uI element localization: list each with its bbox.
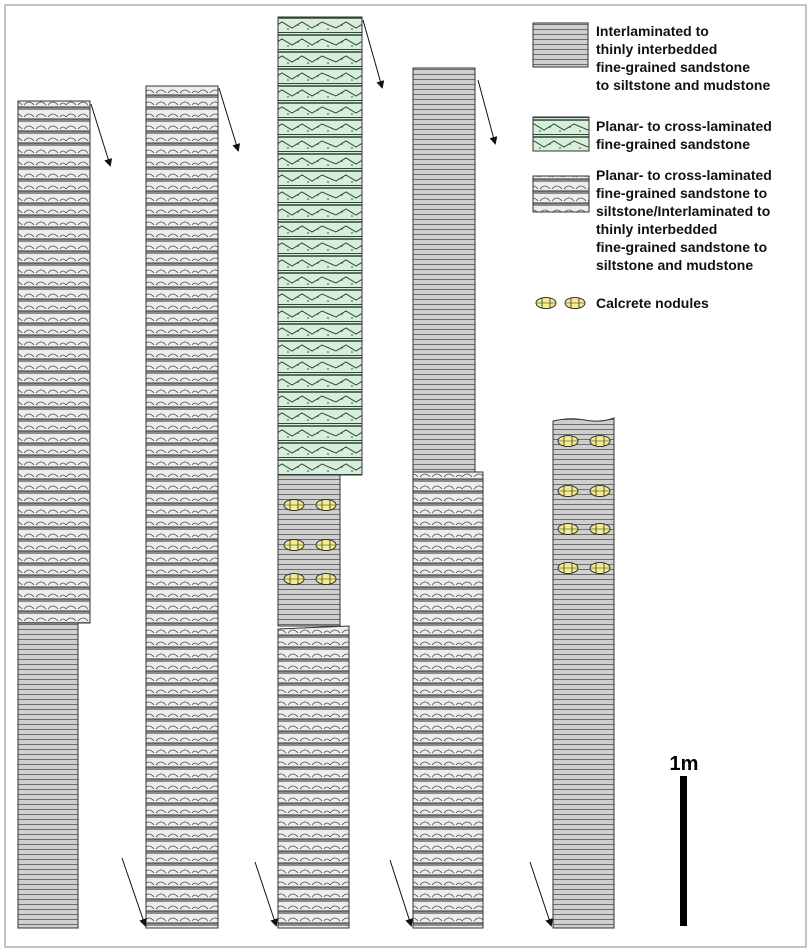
log-column-3 bbox=[255, 17, 382, 928]
log-2-top-arrow bbox=[219, 88, 238, 150]
log-3-bottom-arrow bbox=[255, 862, 276, 925]
scale-bar-label: 1m bbox=[669, 753, 699, 775]
legend-label-mixed: Planar- to cross-laminated fine-grained sandstone to siltstone/Interlaminated to thinly interbedded fine-grained sandstone to siltstone and mudstone bbox=[596, 167, 772, 273]
legend bbox=[533, 23, 776, 311]
log-3-mixed-unit bbox=[278, 626, 349, 928]
calcrete-nodule bbox=[558, 524, 578, 535]
log-3-sandstone-unit bbox=[278, 17, 362, 475]
log-3-top-arrow bbox=[363, 20, 382, 87]
calcrete-nodule bbox=[558, 486, 578, 497]
log-1-mixed-unit bbox=[18, 101, 90, 623]
legend-label-sandstone: Planar- to cross-laminated fine-grained sandstone bbox=[596, 118, 772, 152]
calcrete-nodule bbox=[316, 500, 336, 511]
calcrete-nodule bbox=[284, 500, 304, 511]
calcrete-nodule bbox=[590, 524, 610, 535]
calcrete-nodule bbox=[284, 574, 304, 585]
calcrete-nodule bbox=[590, 563, 610, 574]
calcrete-nodule bbox=[590, 436, 610, 447]
legend-calcrete-icon bbox=[565, 298, 585, 309]
legend-swatch-mixed bbox=[533, 176, 589, 212]
log-1-paleocurrent-arrow bbox=[91, 104, 110, 165]
log-1-mudstone-unit bbox=[18, 623, 78, 928]
calcrete-nodule bbox=[590, 486, 610, 497]
log-column-5 bbox=[530, 418, 614, 928]
calcrete-nodule bbox=[284, 540, 304, 551]
log-column-1 bbox=[18, 101, 110, 928]
calcrete-nodule bbox=[316, 574, 336, 585]
scale-bar-line bbox=[680, 776, 687, 926]
log-2-bottom-arrow bbox=[122, 858, 145, 925]
log-4-top-arrow bbox=[478, 80, 495, 143]
log-4-mixed-unit bbox=[413, 472, 483, 928]
log-5-bottom-arrow bbox=[530, 862, 551, 925]
log-2-mixed-unit bbox=[146, 86, 218, 928]
calcrete-nodule bbox=[316, 540, 336, 551]
scale-bar bbox=[670, 753, 699, 926]
legend-swatch-sandstone bbox=[533, 117, 589, 151]
log-column-2 bbox=[122, 86, 238, 928]
legend-swatch-mudstone bbox=[533, 23, 588, 67]
calcrete-nodule bbox=[558, 436, 578, 447]
legend-calcrete-icon bbox=[536, 298, 556, 309]
log-4-bottom-arrow bbox=[390, 860, 411, 925]
log-column-4 bbox=[390, 68, 495, 928]
legend-label-calcrete: Calcrete nodules bbox=[596, 295, 709, 311]
calcrete-nodule bbox=[558, 563, 578, 574]
log-4-mudstone-unit bbox=[413, 68, 475, 472]
log-3-mudstone-unit bbox=[278, 475, 340, 626]
legend-label-mudstone: Interlaminated to thinly interbedded fine-grained sandstone to siltstone and mudstone bbox=[596, 23, 771, 93]
